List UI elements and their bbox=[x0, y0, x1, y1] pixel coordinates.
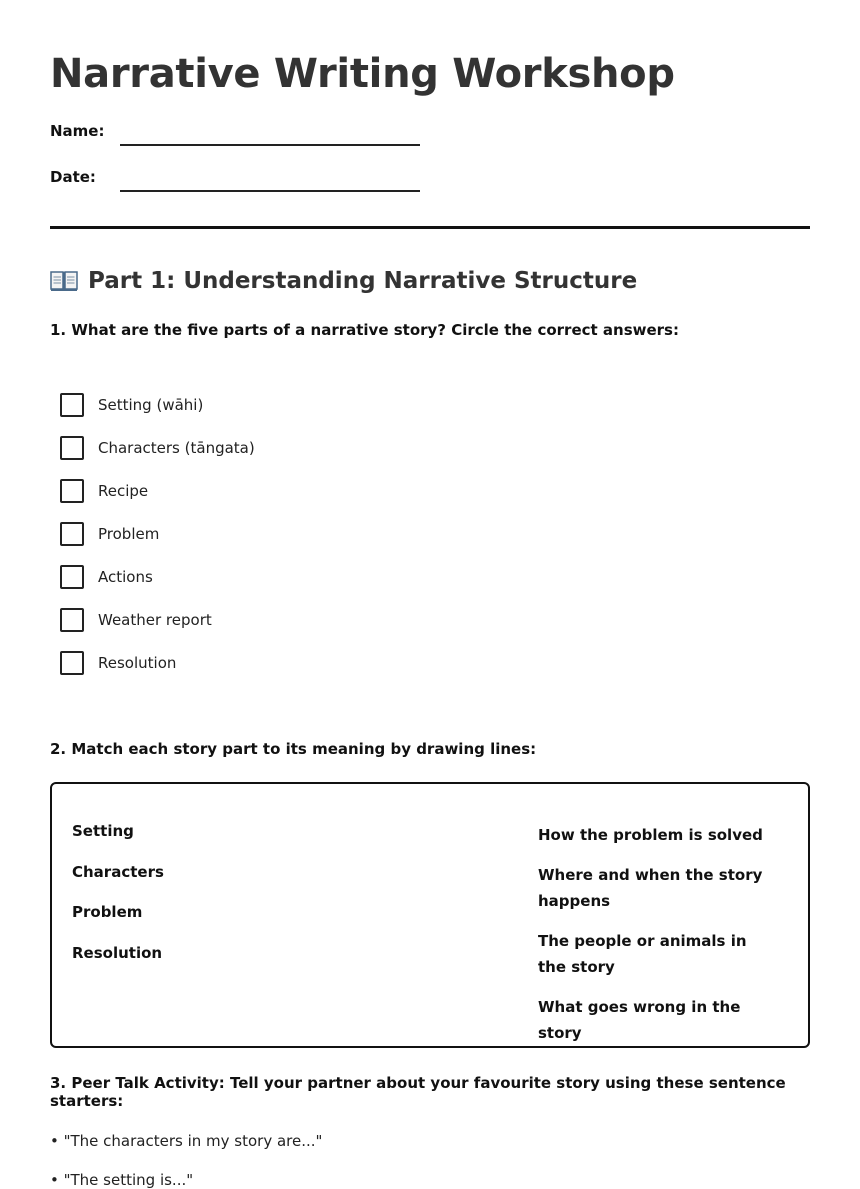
match-term[interactable]: Problem bbox=[72, 903, 143, 921]
match-definition[interactable]: The people or animals in the story bbox=[538, 932, 747, 976]
match-definition[interactable]: Where and when the story happens bbox=[538, 866, 763, 910]
option-checkbox[interactable] bbox=[60, 608, 84, 632]
match-terms bbox=[72, 822, 164, 984]
date-field[interactable] bbox=[120, 166, 420, 192]
match-term[interactable]: Setting bbox=[72, 822, 134, 840]
option-label: Weather report bbox=[98, 610, 212, 629]
q1-options bbox=[50, 383, 810, 684]
question-1: 1. What are the five parts of a narrative story? Circle the correct answers: bbox=[50, 321, 679, 339]
name-label: Name: bbox=[50, 122, 105, 140]
option-label: Recipe bbox=[98, 481, 149, 500]
part1-heading-text: Part 1: Understanding Narrative Structure bbox=[88, 268, 638, 294]
option-item[interactable] bbox=[60, 426, 810, 469]
option-label: Problem bbox=[98, 524, 160, 543]
option-label: Actions bbox=[98, 567, 153, 586]
match-term[interactable]: Characters bbox=[72, 862, 164, 881]
option-checkbox[interactable] bbox=[60, 479, 84, 503]
option-item[interactable] bbox=[60, 641, 810, 684]
sentence-starter: • "The setting is..." bbox=[50, 1171, 194, 1189]
option-checkbox[interactable] bbox=[60, 651, 84, 675]
page-title: Narrative Writing Workshop bbox=[50, 51, 675, 97]
question-3: 3. Peer Talk Activity: Tell your partner about your favourite story using these sentence starters: bbox=[50, 1074, 786, 1110]
option-checkbox[interactable] bbox=[60, 522, 84, 546]
matching-box bbox=[50, 782, 810, 1048]
option-item[interactable] bbox=[60, 555, 810, 598]
sentence-starter: • "The characters in my story are..." bbox=[50, 1132, 323, 1150]
date-field-row bbox=[50, 164, 810, 192]
part1-heading bbox=[50, 267, 810, 295]
name-field[interactable] bbox=[120, 120, 420, 146]
match-term[interactable]: Resolution bbox=[72, 943, 163, 962]
option-label: Characters (tāngata) bbox=[98, 438, 255, 457]
match-definitions bbox=[538, 822, 778, 1060]
option-item[interactable] bbox=[60, 469, 810, 512]
book-icon bbox=[50, 270, 78, 292]
option-checkbox[interactable] bbox=[60, 565, 84, 589]
option-checkbox[interactable] bbox=[60, 436, 84, 460]
option-label: Resolution bbox=[98, 653, 177, 672]
date-label: Date: bbox=[50, 168, 96, 186]
option-item[interactable] bbox=[60, 512, 810, 555]
name-field-row bbox=[50, 118, 810, 146]
option-label: Setting (wāhi) bbox=[98, 395, 204, 414]
question-2: 2. Match each story part to its meaning by drawing lines: bbox=[50, 740, 537, 758]
option-checkbox[interactable] bbox=[60, 393, 84, 417]
option-item[interactable] bbox=[60, 598, 810, 641]
option-item[interactable] bbox=[60, 383, 810, 426]
match-definition[interactable]: What goes wrong in the story bbox=[538, 998, 741, 1042]
section-divider bbox=[50, 226, 810, 229]
match-definition[interactable]: How the problem is solved bbox=[538, 826, 763, 844]
